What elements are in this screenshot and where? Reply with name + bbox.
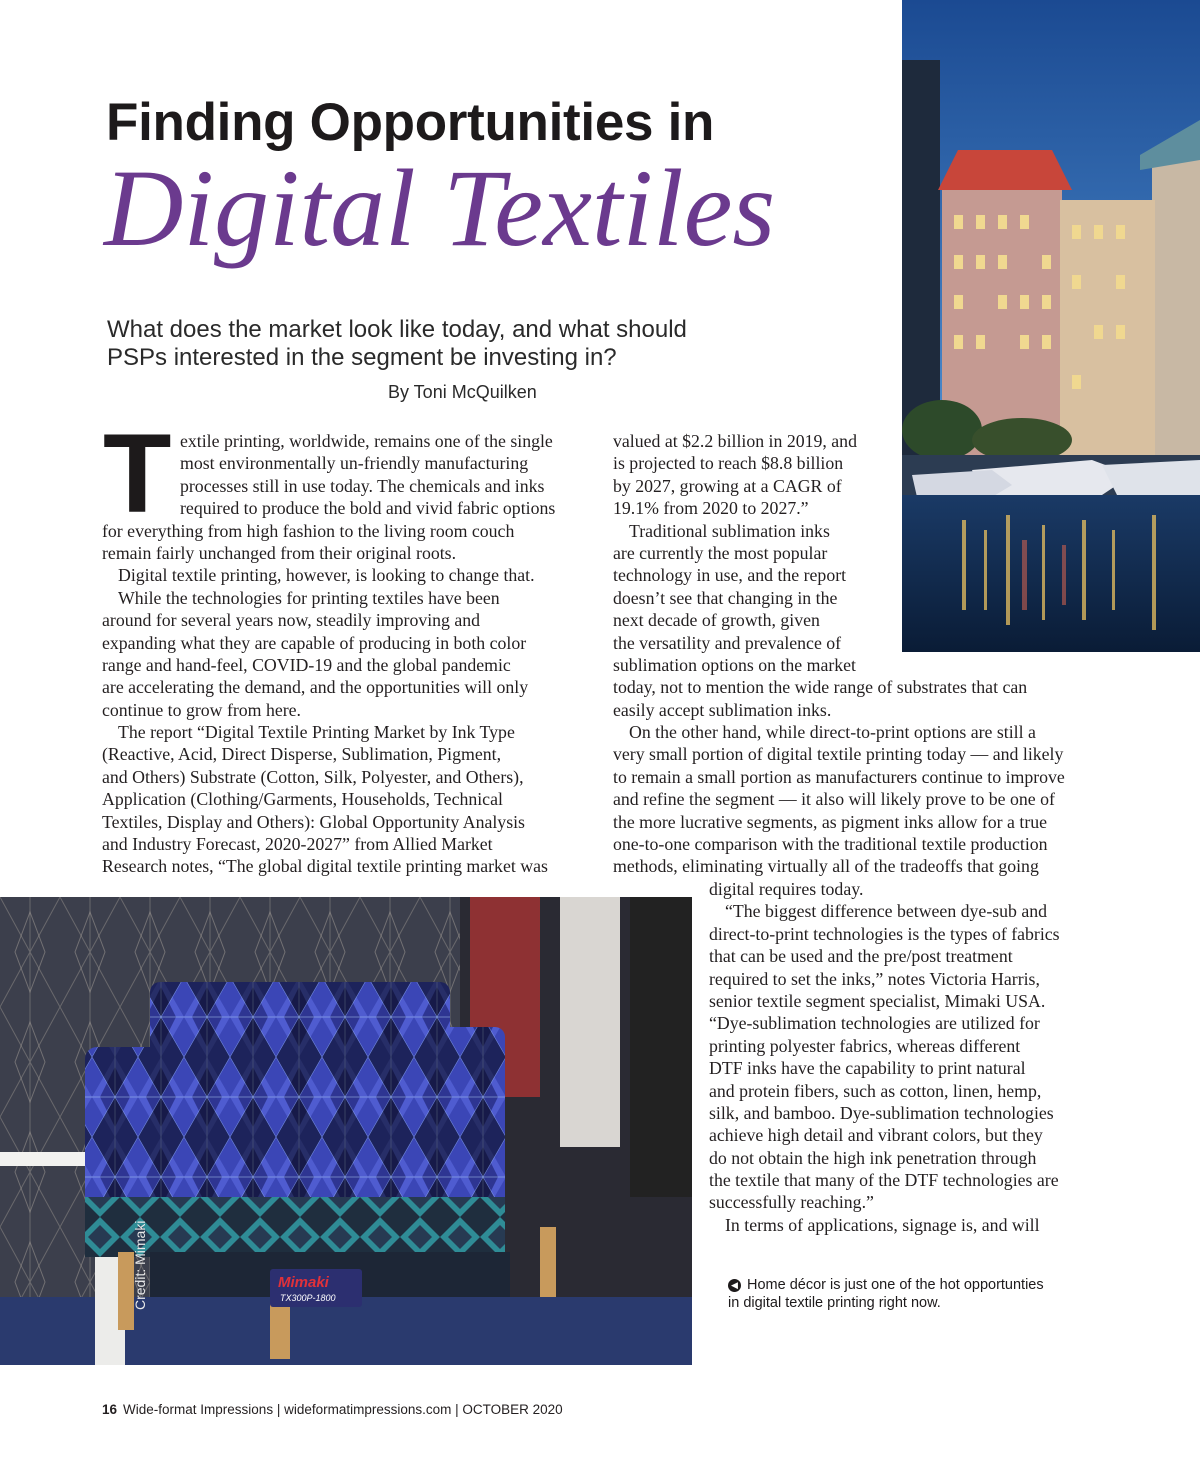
text-line: sublimation options on the market — [613, 654, 856, 675]
text-line: digital requires today. — [709, 879, 864, 899]
text-line: “Dye-sublimation technologies are utilized for — [709, 1013, 1040, 1034]
page-number: 16 — [102, 1402, 118, 1417]
text-line: the textile that many of the DTF technologies are — [709, 1170, 1059, 1191]
text-line: and Others) Substrate (Cotton, Silk, Polyester, and Others), — [102, 766, 524, 787]
photo-credit: Credit: Mimaki — [132, 1220, 148, 1310]
text-line: continue to grow from here. — [102, 699, 301, 720]
armchair-photo — [0, 897, 692, 1365]
text-line: required to produce the bold and vivid fabric options — [180, 498, 556, 519]
text-line: very small portion of digital textile printing today — and likely — [613, 744, 1064, 765]
text-line: Research notes, “The global digital textile printing market was — [102, 856, 548, 877]
left-arrow-icon: ◀ — [728, 1279, 741, 1292]
text-line: methods, eliminating virtually all of the tradeoffs that going — [613, 856, 1039, 877]
byline: By Toni McQuilken — [388, 382, 537, 402]
text-line: achieve high detail and vibrant colors, but they — [709, 1125, 1043, 1146]
text-line: to remain a small portion as manufacturers continue to improve — [613, 766, 1065, 787]
text-line: most environmentally un-friendly manufacturing — [180, 453, 529, 474]
text-line: the versatility and prevalence of — [613, 632, 842, 653]
text-line: While the technologies for printing textiles have been — [118, 587, 500, 608]
caption-line2: in digital textile printing right now. — [728, 1295, 941, 1311]
text-line: doesn’t see that changing in the — [613, 587, 838, 608]
text-line: by 2027, growing at a CAGR of — [613, 475, 842, 496]
text-line: extile printing, worldwide, remains one of the single — [180, 431, 553, 451]
text-line: and Industry Forecast, 2020-2027” from Allied Market — [102, 834, 493, 855]
armchair-illustration — [0, 897, 692, 1365]
text-line: remain fairly unchanged from their original roots. — [102, 542, 457, 563]
text-line: today, not to mention the wide range of substrates that can — [613, 677, 1028, 698]
text-line: the more lucrative segments, as pigment inks allow for a true — [613, 811, 1048, 832]
text-line: silk, and bamboo. Dye-sublimation technologies — [709, 1102, 1054, 1123]
page-footer — [102, 1402, 563, 1417]
text-line: technology in use, and the report — [613, 565, 847, 586]
text-line: Digital textile printing, however, is looking to change that. — [118, 565, 535, 586]
text-line: processes still in use today. The chemicals and inks — [180, 475, 545, 496]
footer-text: Wide-format Impressions | wideformatimpressions.com | OCTOBER 2020 — [123, 1402, 563, 1417]
text-line: Application (Clothing/Garments, Households, Technical — [102, 789, 503, 810]
column-2-bottom — [709, 878, 1060, 1236]
text-line: that can be used and the pre/post treatment — [709, 946, 1013, 967]
column-1 — [102, 411, 556, 878]
text-line: successfully reaching.” — [709, 1192, 874, 1213]
text-line: senior textile segment specialist, Mimaki USA. — [709, 990, 1046, 1011]
headline-line1: Finding Opportunities in — [106, 93, 715, 152]
text-line: easily accept sublimation inks. — [613, 699, 832, 720]
caption-line1: Home décor is just one of the hot opportunties — [747, 1277, 1044, 1293]
text-line: do not obtain the high ink penetration through — [709, 1147, 1037, 1168]
text-line: Textiles, Display and Others): Global Opportunity Analysis — [102, 811, 525, 832]
text-line: one-to-one comparison with the traditional textile production — [613, 834, 1048, 855]
headline-line2: Digital Textiles — [104, 147, 776, 269]
deck — [107, 316, 887, 372]
photo-caption — [728, 1276, 1108, 1312]
text-line: 19.1% from 2020 to 2027.” — [613, 498, 809, 519]
text-line: are accelerating the demand, and the opportunities will only — [102, 677, 529, 698]
text-line: printing polyester fabrics, whereas different — [709, 1035, 1021, 1056]
column-2-top — [613, 430, 1065, 878]
text-line: The report “Digital Textile Printing Market by Ink Type — [118, 722, 515, 743]
text-line: expanding what they are capable of producing in both color — [102, 632, 527, 653]
text-line: DTF inks have the capability to print natural — [709, 1058, 1026, 1079]
text-line: and protein fibers, such as cotton, linen, hemp, — [709, 1080, 1042, 1101]
text-line: valued at $2.2 billion in 2019, and — [613, 431, 857, 451]
badge-brand: Mimaki — [278, 1274, 329, 1291]
text-line: On the other hand, while direct-to-print options are still a — [629, 722, 1036, 743]
text-line: required to set the inks,” notes Victoria Harris, — [709, 968, 1040, 989]
text-line: for everything from high fashion to the living room couch — [102, 520, 515, 541]
drop-cap: T — [103, 411, 172, 536]
text-line: is projected to reach $8.8 billion — [613, 453, 844, 474]
text-line: Traditional sublimation inks — [629, 520, 830, 541]
deck-line1: What does the market look like today, and what should — [107, 316, 687, 343]
badge-model: TX300P-1800 — [280, 1293, 336, 1303]
text-line: direct-to-print technologies is the types of fabrics — [709, 923, 1060, 944]
text-line: (Reactive, Acid, Direct Disperse, Sublimation, Pigment, — [102, 744, 502, 765]
text-line: In terms of applications, signage is, and will — [725, 1214, 1040, 1235]
text-line: “The biggest difference between dye-sub and — [725, 901, 1048, 922]
text-line: are currently the most popular — [613, 542, 828, 563]
text-line: range and hand-feel, COVID-19 and the global pandemic — [102, 654, 511, 675]
text-line: next decade of growth, given — [613, 610, 820, 631]
deck-line2: PSPs interested in the segment be investing in? — [107, 344, 617, 371]
text-line: and refine the segment — it also will likely prove to be one of — [613, 789, 1055, 810]
text-line: around for several years now, steadily improving and — [102, 610, 481, 631]
